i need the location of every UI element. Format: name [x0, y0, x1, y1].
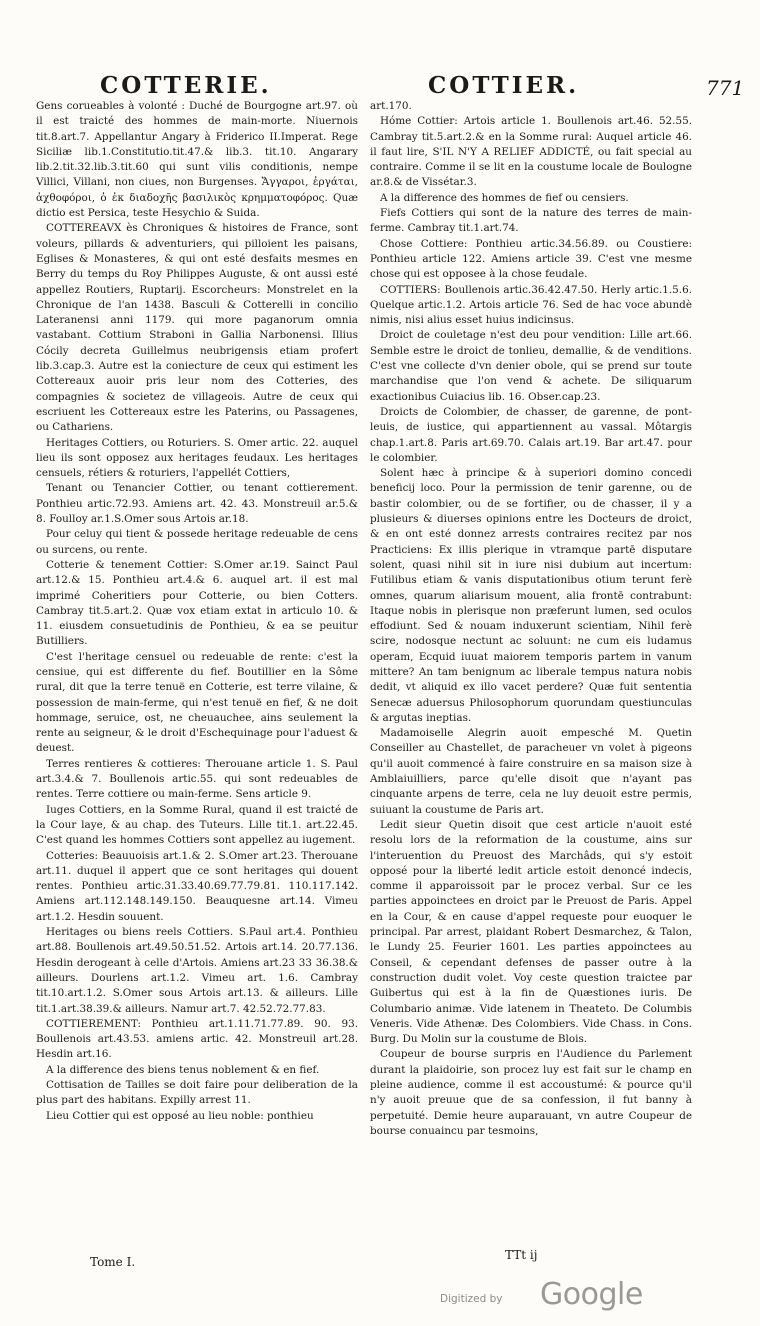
paragraph: Terres rentieres & cottieres: Therouane article 1. S. Paul art.3.4.& 7. Boullenois artic.55. qui sont redeuables de rentes. Terre cottiere ou main-ferme. Sens article 9. — [36, 757, 358, 801]
paragraph: A la difference des hommes de fief ou censiers. — [380, 191, 629, 204]
paragraph: Pour celuy qui tient & possede heritage redeuable de cens ou surcens, ou rente. — [36, 528, 358, 556]
digitized-watermark — [440, 1277, 700, 1315]
left-column — [36, 99, 358, 1124]
paragraph: Heritages ou biens reels Cottiers. S.Paul art.4. Ponthieu art.88. Boullenois art.49.50.51.52. Artois art.14. 20.77.136. Hesdin derogeant à celle d'Artois. Amiens art.23 33 36.38.& ailleurs. Dourlens art.1.2. Vimeu art. 1.6. Cambray tit.10.art.1.2. S.Omer sous Artois art.13. & ailleurs. Lille tit.1.art.38.39.& ailleurs. Namur art.7. 42.52.72.77.83. — [36, 926, 358, 1015]
paragraph: COTTIEREMENT: Ponthieu art.1.11.71.77.89. 90. 93. Boullenois art.43.53. amiens artic. 42. Monstreuil art.28. Hesdin art.16. — [36, 1017, 358, 1061]
paragraph: art.170. — [370, 100, 412, 112]
signature-mark: TTt ij — [505, 1248, 538, 1262]
running-head-left: COTTERIE. — [100, 72, 272, 99]
paragraph: Hóme Cottier: Artois article 1. Boullenois art.46. 52.55. Cambray tit.5.art.2.& en la Somme rural: Auquel article 46. il faut lire, S'IL N'Y A RELIEF ADDICTÉ, ou fait special au contraire. Comme il se lit en la coustume locale de Boulogne ar.8.& de Vissétar.3. — [370, 115, 692, 189]
volume-label: Tome I. — [90, 1255, 136, 1269]
paragraph: Chose Cottiere: Ponthieu artic.34.56.89. ou Coustiere: Ponthieu article 122. Amiens article 39. C'est vne mesme chose qui est opposee à la chose feudale. — [370, 237, 692, 281]
paragraph: Droicts de Colombier, de chasser, de garenne, de pont-leuis, de iustice, qui appartiennent au vassal. Môtargis chap.1.art.8. Paris art.69.70. Calais art.19. Bar art.47. pour le colombier. — [370, 405, 692, 464]
paragraph: Coupeur de bourse surpris en l'Audience du Parlement durant la plaidoirie, son procez luy est fait sur le champ en pleine audience, comme il est accoustumé: & pource qu'il n'y auoit preuue que de sa confession, il fut banny à perpetuité. Demie heure auparauant, vn autre Coupeur de bourse conuaincu par tesmoins, — [370, 1048, 692, 1137]
google-logo: Google — [540, 1277, 643, 1312]
paragraph: Solent hæc à principe & à superiori domino concedi beneficij loco. Pour la permission de tenir garenne, ou de bastir colombier, ou de se fortifier, ou de chasser, il y a plusieurs & diuerses opinions entre les Docteurs de droict, & en ont esté donnez arrests contraires recitez par nos Practiciens: Ex illis plerique in vtramque partē disputare solent, quasi nihil sit in iure nisi dubium aut incertum: Futilibus etiam & vanis disputationibus otium terunt ferè omnes, quarum aliarisum mouent, alia frontē contrabunt: Itaque nobis in plerisque non præferunt lumen, sed oculos effodiunt. Sed & nouam induxerunt scientiam, Nihil ferè scire, nodosque nectunt ac soluunt: ne cum eis ludamus operam, Ecquid iuuat maiorem temporis partem in vanum mittere? An tam benignum ac liberale tempus natura nobis dedit, vt aliquid ex illo vacet perdere? Quæ fuit sententia Senecæ aduersus Philosophorum quorundam questiunculas & argutas ineptias. — [370, 467, 692, 724]
paragraph: COTTIERS: Boullenois artic.36.42.47.50. Herly artic.1.5.6. Quelque artic.1.2. Artois article 76. Sed de hac voce abundè nimis, nisi alius esset huius indicinsus. — [370, 283, 692, 327]
paragraph: Cotterie & tenement Cottier: S.Omer ar.19. Sainct Paul art.12.& 15. Ponthieu art.4.& 6. auquel art. il est mal imprimé Coheritiers pour Cotterie, ou bien Cotters. Cambray tit.5.art.2. Quæ vox etiam extat in articulo 10. & 11. eiusdem consuetudinis de Ponthieu, & ea se peuitur Butilliers. — [36, 558, 358, 648]
right-column — [370, 99, 692, 1139]
paragraph: A la difference des biens tenus noblement & en fief. — [46, 1063, 320, 1076]
running-head-right: COTTIER. — [428, 72, 580, 99]
paragraph: Madamoiselle Alegrin auoit empesché M. Quetin Conseiller au Chastellet, de paracheuer vn volet à pigeons qu'il auoit commencé à faire construire en sa maison size à Amblaiuilliers, parce qu'elle disoit que n'ayant pas cinquante arpens de terre, cela ne luy deuoit estre permis, suiuant la coustume de Paris art. — [370, 727, 692, 816]
paragraph: C'est l'heritage censuel ou redeuable de rente: c'est la censiue, qui est differente du fief. Boutillier en la Sôme rural, dit que la terre tenuë en Cotterie, est terre vilaine, & possession de main-ferme, qui n'est tenuë en fief, & ne doit hommage, seruice, ost, ne cheuauchee, ains seulement la rente au seigneur, & le droit d'Eschequinage pour l'aduest & deuest. — [36, 650, 358, 755]
paragraph: COTTEREAVX ès Chroniques & histoires de France, sont voleurs, pillards & adventuriers, qui pilloient les paisans, Eglises & Monasteres, & qui ont esté desfaits mesmes en Berry du temps du Roy Philippes Auguste, & ont aussi esté appellez Routiers, Ruptarij. Escorcheurs: Monstrelet en la Chronique de l'an 1438. Basculi & Cotterelli in concilio Lateranensi anni 1179. qui more paganorum omnia vastabant. Cottium Straboni in Gallia Narbonensi. Illius Cócily decreta Guillelmus neubrigensis etiam profert lib.3.cap.3. Autre est la coniecture de ceux qui estiment les Cottereaux auoir pris leur nom des Cotteries, des compagnies & societez de villageois. Autre de ceux qui escriuent les Cottereaux estre les Paterins, ou Passagenes, ou Cathariens. — [36, 222, 358, 434]
paragraph: Fiefs Cottiers qui sont de la nature des terres de main-ferme. Cambray tit.1.art.74. — [370, 207, 692, 235]
paragraph: Tenant ou Tenancier Cottier, ou tenant cottierement. Ponthieu artic.72.93. Amiens art. 42. 43. Monstreuil ar.5.& 8. Foulloy ar.1.S.Omer sous Artois ar.18. — [36, 482, 358, 526]
paragraph: Cottisation de Tailles se doit faire pour deliberation de la plus part des habitans. Expilly arrest 11. — [36, 1079, 358, 1107]
paragraph: Heritages Cottiers, ou Roturiers. S. Omer artic. 22. auquel lieu ils sont opposez aux heritages feudaux. Les heritages censuels, rétiers & roturiers, l'appellét Cottiers, — [36, 436, 358, 480]
paragraph: Ledit sieur Quetin disoit que cest article n'auoit esté resolu lors de la reformation de la coustume, ains sur l'interuention du Preuost des Marchâds, qui s'y estoit opposé pour la liberté ledit article estoit denoncé indecis, comme il apparoissoit par le procez verbal. Sur ce les parties appoinctees en droict par le Preuost de Paris. Appel en la Cour, & en cause d'appel requeste pour euoquer le principal. Par arrest, plaidant Robert Desmarchez, & Talon, le Lundy 25. Feurier 1601. Les parties appoinctees au Conseil, & cependant defenses de passer outre à la construction dudit volet. Voy ceste question traictee par Guibertus qui est à la fin de Quæstiones iuris. De Columbario animæ. Vide latenem in Theateto. De Columbis Veneris. Vide Athenæ. Des Colombiers. Vide Chass. in Cons. Burg. Du Molin sur la coustume de Blois. — [370, 818, 692, 1046]
paragraph: Lieu Cottier qui est opposé au lieu noble: ponthieu — [46, 1109, 314, 1122]
paragraph: Cotteries: Beauuoisis art.1.& 2. S.Omer art.23. Therouane art.11. duquel il appert que ce sont heritages qui douent rentes. Ponthieu artic.31.33.40.69.77.79.81. 110.117.142. Amiens art.112.148.149.150. Beauquesne art.14. Vimeu art.1.2. Hesdin souuent. — [36, 849, 358, 923]
digitized-by-text: Digitized by — [440, 1293, 503, 1305]
paragraph: Droict de couletage n'est deu pour vendition: Lille art.66. Semble estre le droict de tonlieu, demallie, & de venditions. C'est vne collecte d'vn denier obole, qui se prend sur toute marchandise que l'on vend & achete. De siliquarum exactionibus Cuiacius lib. 16. Obser.cap.23. — [370, 329, 692, 403]
page-number: 771 — [706, 76, 745, 100]
paragraph: Iuges Cottiers, en la Somme Rural, quand il est traicté de la Cour laye, & au chap. des Tuteurs. Lille tit.1. art.22.45. C'est quand les hommes Cottiers sont appellez au iugement. — [36, 803, 358, 847]
paragraph: Gens corueables à volonté : Duché de Bourgogne art.97. où il est traicté des hommes de main-morte. Niuernois tit.8.art.7. Appellantur Angary à Friderico II.Imperat. Rege Siciliæ lib.1.Constitutio.tit.47.& lib.3. tit.10. Angarary lib.2.tit.32.lib.3.tit.60 qui sunt vilis conditionis, nempe Villici, Villani, non ciues, non Burgenses. Ἄγγαροι, ἐργάται, ἀχθοφόροι, ὁ ἐκ διαδοχῆς βασιλικὸς κρημματοφόρος. Quæ dictio est Persica, teste Hesychio & Suida. — [36, 100, 358, 220]
